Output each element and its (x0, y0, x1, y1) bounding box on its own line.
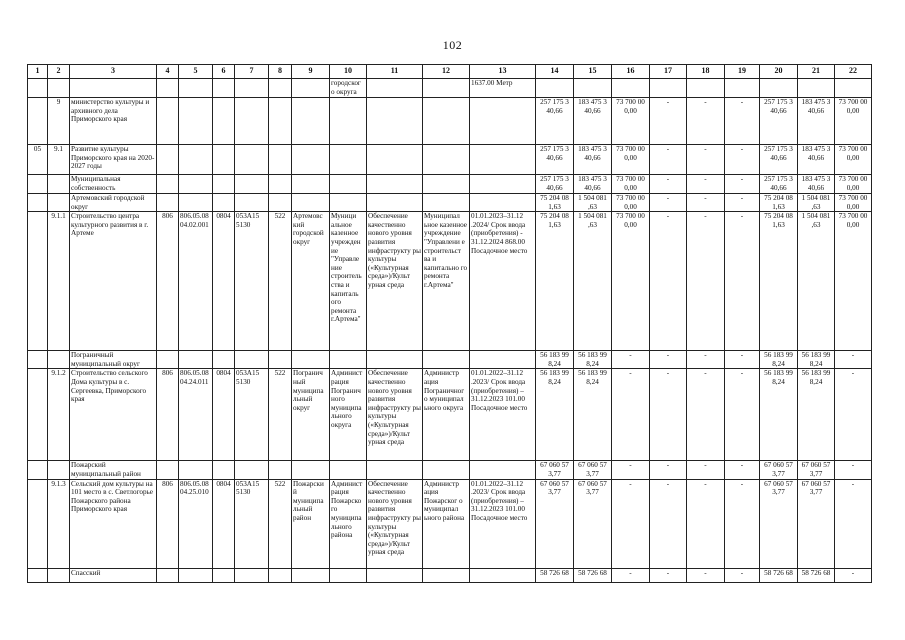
cell-col-18: - (687, 175, 725, 194)
cell-col-16: - (612, 568, 650, 582)
cell-col-7: 053A15 5130 (235, 212, 269, 351)
cell-col-15: 58 726 68 (574, 568, 612, 582)
cell-col-11 (367, 98, 423, 145)
cell-col-4: 806 (157, 369, 179, 461)
cell-col-21: 183 475 3 40,66 (798, 175, 835, 194)
cell-col-7 (235, 194, 269, 212)
cell-col-16: 73 700 00 0,00 (612, 98, 650, 145)
column-number-8: 8 (269, 65, 292, 79)
cell-col-5 (179, 175, 213, 194)
cell-col-17: - (650, 461, 687, 479)
cell-col-19: - (725, 461, 760, 479)
cell-col-22: - (835, 369, 872, 461)
cell-col-14: 75 204 08 1,63 (536, 194, 574, 212)
cell-col-7 (235, 98, 269, 145)
column-number-12: 12 (423, 65, 470, 79)
cell-col-16: - (612, 479, 650, 568)
cell-col-18: - (687, 145, 725, 175)
cell-col-6 (213, 145, 235, 175)
cell-col-8 (269, 145, 292, 175)
cell-col-2: 9.1.1 (48, 212, 70, 351)
cell-col-16: 73 700 00 0,00 (612, 212, 650, 351)
cell-col-18 (687, 79, 725, 98)
column-number-13: 13 (470, 65, 536, 79)
cell-col-13: 01.01.2023–31.12 .2024/ Срок ввода (приобретения) - 31.12.2024 868.00 Посадочное место (470, 212, 536, 351)
cell-col-10 (330, 568, 367, 582)
cell-col-18: - (687, 568, 725, 582)
cell-col-12 (423, 461, 470, 479)
cell-col-4: 806 (157, 479, 179, 568)
cell-col-18: - (687, 351, 725, 369)
cell-col-11: Обеспечение качественно нового уровня развития инфраструкту ры культуры («Культурная среда»)/Культ урная среда (367, 479, 423, 568)
cell-col-20: 257 175 3 40,66 (760, 98, 798, 145)
cell-col-3: Строительство сельского Дома культуры в с. Сергеевка, Приморского края (70, 369, 157, 461)
cell-col-9 (292, 461, 330, 479)
cell-col-14: 257 175 3 40,66 (536, 98, 574, 145)
cell-col-8 (269, 79, 292, 98)
cell-col-9: Артемовс кий городской округ (292, 212, 330, 351)
cell-col-3: Строительство центра культурного развития в г. Артеме (70, 212, 157, 351)
cell-col-22: - (835, 479, 872, 568)
cell-col-19: - (725, 212, 760, 351)
cell-col-22: 73 700 00 0,00 (835, 194, 872, 212)
cell-col-22: 73 700 00 0,00 (835, 145, 872, 175)
cell-col-5 (179, 461, 213, 479)
cell-col-2: 9 (48, 98, 70, 145)
cell-col-9 (292, 98, 330, 145)
cell-col-20: 56 183 99 8,24 (760, 351, 798, 369)
row-9-1-2 (28, 369, 872, 461)
cell-col-16: 73 700 00 0,00 (612, 145, 650, 175)
cell-col-1 (28, 369, 48, 461)
column-number-1: 1 (28, 65, 48, 79)
cell-col-17 (650, 79, 687, 98)
cell-col-16: - (612, 369, 650, 461)
column-number-20: 20 (760, 65, 798, 79)
cell-col-18: - (687, 98, 725, 145)
cell-col-16: - (612, 461, 650, 479)
column-number-18: 18 (687, 65, 725, 79)
cell-col-13 (470, 568, 536, 582)
cell-col-15: 1 504 081 ,63 (574, 194, 612, 212)
cell-col-3: Пожарский муниципальный район (70, 461, 157, 479)
cell-col-12: Администр ация Пожарског о муниципал ьного района (423, 479, 470, 568)
cell-col-7 (235, 79, 269, 98)
cell-col-12 (423, 175, 470, 194)
cell-col-9 (292, 351, 330, 369)
cell-col-19: - (725, 98, 760, 145)
cell-col-21: 1 504 081 ,63 (798, 194, 835, 212)
cell-col-11 (367, 568, 423, 582)
cell-col-22: 73 700 00 0,00 (835, 212, 872, 351)
cell-col-14: 67 060 57 3,77 (536, 461, 574, 479)
cell-col-20: 257 175 3 40,66 (760, 145, 798, 175)
cell-col-5: 806.05.08 04.02.001 (179, 212, 213, 351)
cell-col-20: 58 726 68 (760, 568, 798, 582)
cell-col-12: Администр ация Пограничног о муниципал ьного округа (423, 369, 470, 461)
cell-col-8 (269, 175, 292, 194)
cell-col-10: городског о округа (330, 79, 367, 98)
cell-col-7: 053A15 5130 (235, 479, 269, 568)
cell-col-10: Админист рация Погранич ного муниципа льного округа (330, 369, 367, 461)
cell-col-11 (367, 145, 423, 175)
cell-col-19: - (725, 568, 760, 582)
cell-col-22 (835, 79, 872, 98)
row-9-1-3 (28, 479, 872, 568)
row-artemovsky (28, 194, 872, 212)
row-municipal-property (28, 175, 872, 194)
cell-col-10 (330, 461, 367, 479)
cell-col-15 (574, 79, 612, 98)
cell-col-22: 73 700 00 0,00 (835, 98, 872, 145)
column-number-7: 7 (235, 65, 269, 79)
column-number-2: 2 (48, 65, 70, 79)
cell-col-8: 522 (269, 369, 292, 461)
cell-col-21: 56 183 99 8,24 (798, 369, 835, 461)
column-number-9: 9 (292, 65, 330, 79)
cell-col-2 (48, 175, 70, 194)
column-numbers-row (28, 65, 872, 79)
cell-col-2: 9.1 (48, 145, 70, 175)
cell-col-3: Пограничный муниципальный округ (70, 351, 157, 369)
cell-col-2: 9.1.2 (48, 369, 70, 461)
cell-col-8 (269, 568, 292, 582)
cell-col-14: 75 204 08 1,63 (536, 212, 574, 351)
cell-col-16: 73 700 00 0,00 (612, 194, 650, 212)
cell-col-6 (213, 175, 235, 194)
column-number-3: 3 (70, 65, 157, 79)
cell-col-18: - (687, 479, 725, 568)
cell-col-11: Обеспечение качественно нового уровня развития инфраструкту ры культуры («Культурная среда»)/Культ урная среда (367, 212, 423, 351)
cell-col-3: Развитие культуры Приморского края на 2020-2027 годы (70, 145, 157, 175)
cell-col-12 (423, 98, 470, 145)
cell-col-4 (157, 175, 179, 194)
cell-col-14: 56 183 99 8,24 (536, 369, 574, 461)
cell-col-7 (235, 175, 269, 194)
cell-col-10: Админист рация Пожарско го муниципа льного района (330, 479, 367, 568)
cell-col-14: 257 175 3 40,66 (536, 145, 574, 175)
cell-col-20: 56 183 99 8,24 (760, 369, 798, 461)
cell-col-2: 9.1.3 (48, 479, 70, 568)
cell-col-16 (612, 79, 650, 98)
cell-col-22: 73 700 00 0,00 (835, 175, 872, 194)
cell-col-19: - (725, 351, 760, 369)
cell-col-13 (470, 98, 536, 145)
column-number-5: 5 (179, 65, 213, 79)
cell-col-1: 05 (28, 145, 48, 175)
cell-col-17: - (650, 568, 687, 582)
column-number-21: 21 (798, 65, 835, 79)
cell-col-21: 183 475 3 40,66 (798, 145, 835, 175)
cell-col-9: Пожарски й муниципа льный район (292, 479, 330, 568)
column-number-4: 4 (157, 65, 179, 79)
cell-col-14: 58 726 68 (536, 568, 574, 582)
cell-col-13 (470, 145, 536, 175)
cell-col-19 (725, 79, 760, 98)
cell-col-15: 183 475 3 40,66 (574, 175, 612, 194)
cell-col-14: 257 175 3 40,66 (536, 175, 574, 194)
cell-col-7 (235, 568, 269, 582)
cell-col-12 (423, 194, 470, 212)
cell-col-15: 1 504 081 ,63 (574, 212, 612, 351)
cell-col-17: - (650, 369, 687, 461)
cell-col-3 (70, 79, 157, 98)
row-spassky (28, 568, 872, 582)
cell-col-1 (28, 479, 48, 568)
cell-col-19: - (725, 175, 760, 194)
cell-col-8 (269, 98, 292, 145)
cell-col-13 (470, 351, 536, 369)
cell-col-8: 522 (269, 479, 292, 568)
cell-col-11 (367, 461, 423, 479)
cell-col-12 (423, 351, 470, 369)
cell-col-9 (292, 568, 330, 582)
column-number-22: 22 (835, 65, 872, 79)
cell-col-1 (28, 212, 48, 351)
cell-col-11: Обеспечение качественно нового уровня развития инфраструкту ры культуры («Культурная среда»)/Культ урная среда (367, 369, 423, 461)
cell-col-1 (28, 351, 48, 369)
cell-col-1 (28, 175, 48, 194)
cell-col-15: 183 475 3 40,66 (574, 98, 612, 145)
column-number-11: 11 (367, 65, 423, 79)
cell-col-15: 67 060 57 3,77 (574, 461, 612, 479)
cell-col-3: Сельский дом культуры на 101 место в с. Светлогорье Пожарского района Приморского края (70, 479, 157, 568)
cell-col-16: 73 700 00 0,00 (612, 175, 650, 194)
cell-col-22: - (835, 461, 872, 479)
cell-col-17: - (650, 194, 687, 212)
cell-col-5 (179, 351, 213, 369)
column-number-19: 19 (725, 65, 760, 79)
cell-col-10: Муници альное казенное учрежден ие "Управле ние строитель ства и капиталь ого ремонта г.Артема" (330, 212, 367, 351)
cell-col-18: - (687, 194, 725, 212)
column-number-14: 14 (536, 65, 574, 79)
budget-table (27, 64, 872, 583)
row-9 (28, 98, 872, 145)
cell-col-2 (48, 568, 70, 582)
cell-col-11 (367, 351, 423, 369)
cell-col-21: 67 060 57 3,77 (798, 479, 835, 568)
cell-col-17: - (650, 212, 687, 351)
cell-col-21: 56 183 99 8,24 (798, 351, 835, 369)
cell-col-6 (213, 568, 235, 582)
cell-col-9 (292, 194, 330, 212)
cell-col-19: - (725, 145, 760, 175)
cell-col-4 (157, 351, 179, 369)
cell-col-6 (213, 351, 235, 369)
cell-col-15: 67 060 57 3,77 (574, 479, 612, 568)
cell-col-4 (157, 568, 179, 582)
cell-col-19: - (725, 479, 760, 568)
cell-col-17: - (650, 351, 687, 369)
cell-col-2 (48, 79, 70, 98)
cell-col-20 (760, 79, 798, 98)
cell-col-7: 053A15 5130 (235, 369, 269, 461)
cell-col-14 (536, 79, 574, 98)
cell-col-20: 75 204 08 1,63 (760, 194, 798, 212)
row-pogranichny (28, 351, 872, 369)
cell-col-2 (48, 194, 70, 212)
cell-col-2 (48, 351, 70, 369)
cell-col-1 (28, 194, 48, 212)
table-body (28, 65, 872, 583)
cell-col-9 (292, 175, 330, 194)
cell-col-4: 806 (157, 212, 179, 351)
cell-col-10 (330, 175, 367, 194)
cell-col-20: 67 060 57 3,77 (760, 461, 798, 479)
cell-col-1 (28, 79, 48, 98)
cell-col-20: 67 060 57 3,77 (760, 479, 798, 568)
cell-col-17: - (650, 479, 687, 568)
cell-col-17: - (650, 98, 687, 145)
cell-col-13 (470, 175, 536, 194)
cell-col-3: Муниципальная собственность (70, 175, 157, 194)
column-number-10: 10 (330, 65, 367, 79)
cell-col-6 (213, 98, 235, 145)
cell-col-10 (330, 194, 367, 212)
cell-col-7 (235, 351, 269, 369)
cell-col-4 (157, 79, 179, 98)
cell-col-7 (235, 461, 269, 479)
continuation-row (28, 79, 872, 98)
cell-col-13 (470, 194, 536, 212)
cell-col-6 (213, 461, 235, 479)
cell-col-2 (48, 461, 70, 479)
row-pozharsky (28, 461, 872, 479)
cell-col-9: Погранич ный муниципа льный округ (292, 369, 330, 461)
cell-col-15: 56 183 99 8,24 (574, 369, 612, 461)
cell-col-13: 01.01.2022–31.12 .2023/ Срок ввода (приобретения) – 31.12.2023 101.00 Посадочное место (470, 479, 536, 568)
cell-col-4 (157, 194, 179, 212)
cell-col-4 (157, 98, 179, 145)
cell-col-18: - (687, 212, 725, 351)
cell-col-5 (179, 98, 213, 145)
cell-col-12 (423, 145, 470, 175)
cell-col-19: - (725, 369, 760, 461)
page-number: 102 (442, 38, 463, 52)
cell-col-12 (423, 79, 470, 98)
cell-col-7 (235, 145, 269, 175)
cell-col-11 (367, 175, 423, 194)
cell-col-11 (367, 194, 423, 212)
cell-col-12: Муниципал ьное казенное учреждение "Управлени е строительст ва и капитально го ремонта г.Артема" (423, 212, 470, 351)
cell-col-1 (28, 461, 48, 479)
cell-col-5 (179, 194, 213, 212)
cell-col-20: 257 175 3 40,66 (760, 175, 798, 194)
cell-col-16: - (612, 351, 650, 369)
row-9-1-1 (28, 212, 872, 351)
cell-col-6 (213, 194, 235, 212)
cell-col-18: - (687, 461, 725, 479)
cell-col-5 (179, 568, 213, 582)
cell-col-12 (423, 568, 470, 582)
cell-col-6: 0804 (213, 479, 235, 568)
cell-col-18: - (687, 369, 725, 461)
cell-col-14: 56 183 99 8,24 (536, 351, 574, 369)
cell-col-22: - (835, 568, 872, 582)
cell-col-3: министерство культуры и архивного дела Приморского края (70, 98, 157, 145)
column-number-15: 15 (574, 65, 612, 79)
cell-col-10 (330, 98, 367, 145)
cell-col-8 (269, 461, 292, 479)
column-number-16: 16 (612, 65, 650, 79)
cell-col-8: 522 (269, 212, 292, 351)
cell-col-13: 01.01.2022–31.12 .2023/ Срок ввода (приобретения) – 31.12.2023 101.00 Посадочное место (470, 369, 536, 461)
cell-col-8 (269, 194, 292, 212)
column-number-17: 17 (650, 65, 687, 79)
row-9-1 (28, 145, 872, 175)
column-number-6: 6 (213, 65, 235, 79)
cell-col-21 (798, 79, 835, 98)
cell-col-4 (157, 145, 179, 175)
cell-col-21: 1 504 081 ,63 (798, 212, 835, 351)
cell-col-22: - (835, 351, 872, 369)
cell-col-6: 0804 (213, 369, 235, 461)
cell-col-10 (330, 145, 367, 175)
cell-col-14: 67 060 57 3,77 (536, 479, 574, 568)
cell-col-1 (28, 568, 48, 582)
cell-col-21: 67 060 57 3,77 (798, 461, 835, 479)
cell-col-20: 75 204 08 1,63 (760, 212, 798, 351)
cell-col-8 (269, 351, 292, 369)
cell-col-13: 1637.00 Метр (470, 79, 536, 98)
cell-col-17: - (650, 175, 687, 194)
cell-col-13 (470, 461, 536, 479)
cell-col-5: 806.05.08 04.25.010 (179, 479, 213, 568)
cell-col-4 (157, 461, 179, 479)
cell-col-21: 183 475 3 40,66 (798, 98, 835, 145)
cell-col-6: 0804 (213, 212, 235, 351)
cell-col-15: 56 183 99 8,24 (574, 351, 612, 369)
cell-col-10 (330, 351, 367, 369)
cell-col-5 (179, 145, 213, 175)
cell-col-3: Артемовский городской округ (70, 194, 157, 212)
cell-col-9 (292, 79, 330, 98)
cell-col-9 (292, 145, 330, 175)
cell-col-6 (213, 79, 235, 98)
cell-col-17: - (650, 145, 687, 175)
cell-col-5 (179, 79, 213, 98)
cell-col-11 (367, 79, 423, 98)
cell-col-19: - (725, 194, 760, 212)
cell-col-1 (28, 98, 48, 145)
cell-col-21: 58 726 68 (798, 568, 835, 582)
cell-col-15: 183 475 3 40,66 (574, 145, 612, 175)
cell-col-3: Спасский (70, 568, 157, 582)
cell-col-5: 806.05.08 04.24.011 (179, 369, 213, 461)
